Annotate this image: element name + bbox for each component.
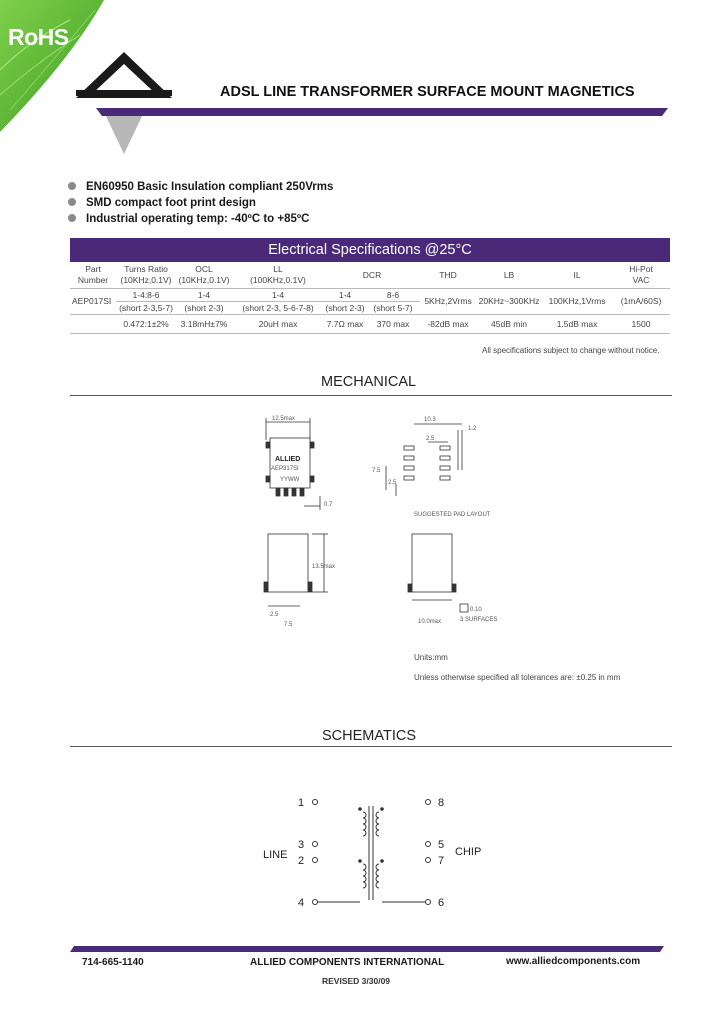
title-underline — [96, 108, 668, 116]
dim-pad-width: 10.3 — [424, 417, 436, 423]
table-cell: 0.472:1±2% — [116, 315, 176, 334]
column-header: IL — [542, 262, 612, 289]
part-number-cell: AEP017SI — [70, 289, 116, 315]
pin-label-7: 7 — [438, 855, 445, 867]
revised-date: REVISED 3/30/09 — [322, 976, 391, 986]
tolerance-note: Unless otherwise specified all tolerances are: ±0.25 in mm — [414, 673, 621, 682]
column-header: THD — [420, 262, 476, 289]
pin-label-2: 2 — [298, 855, 305, 867]
note-cell: (short 2-3) — [176, 302, 232, 315]
condition-cell: 100KHz,1Vrms — [542, 289, 612, 315]
dim-side-pitch: 2.5 — [270, 612, 279, 618]
table-header-row — [70, 262, 670, 289]
feature-list — [68, 179, 333, 227]
table-cell — [70, 315, 116, 334]
dim-pin-pitch: 0.7 — [324, 502, 333, 508]
pin-label-6: 6 — [438, 897, 445, 909]
feature-item: EN60950 Basic Insulation compliant 250Vrms — [68, 179, 333, 195]
part-marking: AEP317SI — [271, 466, 299, 472]
spec-banner: Electrical Specifications @25°C — [70, 238, 670, 262]
footer-company: ALLIED COMPONENTS INTERNATIONAL — [250, 957, 445, 968]
dim-pad-span: 7.5 — [372, 468, 381, 474]
mechanical-drawing — [200, 410, 500, 640]
rohs-label: RoHS — [8, 24, 69, 50]
table-cell: -82dB max — [420, 315, 476, 334]
mechanical-divider — [70, 395, 672, 396]
condition-cell: 1-4:8-6 — [116, 289, 176, 302]
condition-cell: 1-4 — [176, 289, 232, 302]
footer-bar — [70, 946, 664, 952]
side-view — [264, 534, 328, 606]
condition-cell: (1mA/60S) — [612, 289, 670, 315]
dim-side-height: 13.5max — [312, 564, 336, 570]
note-cell: (short 5-7) — [366, 302, 420, 315]
top-view — [266, 418, 320, 510]
table-cell: 3.18mH±7% — [176, 315, 232, 334]
pad-layout — [386, 424, 462, 496]
column-header: LB — [476, 262, 542, 289]
schematics-divider — [70, 746, 672, 747]
disclaimer: All specifications subject to change without notice. — [482, 346, 660, 355]
pin-label-3: 3 — [298, 839, 305, 851]
table-cell: 370 max — [366, 315, 420, 334]
bullet-icon — [68, 182, 76, 190]
condition-cell: 20KHz~300KHz — [476, 289, 542, 315]
company-logo-icon — [74, 50, 174, 160]
condition-cell: 8-6 — [366, 289, 420, 302]
date-code: YYWW — [280, 477, 300, 483]
condition-cell: 1-4 — [232, 289, 324, 302]
part-brand: ALLIED — [275, 456, 301, 463]
dim-coplanarity: 0.10 — [470, 607, 482, 613]
note-cell: (short 2-3,5-7) — [116, 302, 176, 315]
condition-cell: 5KHz,2Vrms — [420, 289, 476, 315]
schematics-title: SCHEMATICS — [322, 728, 416, 744]
feature-item: Industrial operating temp: -40ºC to +85ºC — [68, 211, 333, 227]
column-header: Turns Ratio (10KHz,0.1V) — [116, 262, 176, 289]
bullet-icon — [68, 214, 76, 222]
units-note: Units:mm — [414, 653, 448, 662]
dim-pad-gap: 2.5 — [426, 436, 435, 442]
pin-label-8: 8 — [438, 797, 445, 809]
pin-label-1: 1 — [298, 797, 305, 809]
bullet-icon — [68, 198, 76, 206]
pad-layout-caption: SUGGESTED PAD LAYOUT — [414, 512, 491, 518]
chip-label: CHIP — [455, 846, 482, 858]
surfaces-label: 3 SURFACES — [460, 617, 498, 623]
table-cell: 1.5dB max — [542, 315, 612, 334]
column-header: OCL (10KHz,0.1V) — [176, 262, 232, 289]
table-row — [70, 315, 670, 334]
dim-pad-pitch: 2.5 — [388, 480, 397, 486]
note-cell: (short 2-3, 5-6-7-8) — [232, 302, 324, 315]
note-cell: (short 2-3) — [325, 302, 365, 313]
feature-item: SMD compact foot print design — [68, 195, 333, 211]
column-header: LL (100KHz,0.1V) — [232, 262, 324, 289]
dim-bottom-width: 10.0max — [418, 619, 442, 625]
dim-pad-thick: 1.2 — [468, 426, 477, 432]
bottom-view — [408, 534, 468, 612]
column-header: Part Number — [70, 262, 116, 289]
dim-side-span: 7.5 — [284, 622, 293, 628]
column-header: Hi-Pot VAC — [612, 262, 670, 289]
table-cell: 20uH max — [232, 315, 324, 334]
pin-label-4: 4 — [298, 897, 305, 909]
mechanical-title: MECHANICAL — [321, 374, 417, 390]
footer-phone: 714-665-1140 — [82, 957, 144, 968]
table-cell: 45dB min — [476, 315, 542, 334]
condition-cell: 1-4 — [324, 289, 366, 302]
column-header: DCR — [324, 262, 420, 289]
table-cell: 1500 — [612, 315, 670, 334]
document-title: ADSL LINE TRANSFORMER SURFACE MOUNT MAGNETICS — [220, 84, 635, 100]
line-label: LINE — [263, 849, 288, 861]
pin-label-5: 5 — [438, 839, 445, 851]
table-cell: 7.7Ω max — [324, 315, 366, 334]
dim-top-width: 12.5max — [272, 416, 296, 422]
table-condition-row — [70, 289, 670, 302]
transformer-schematic — [250, 790, 500, 920]
spec-table — [70, 262, 670, 334]
footer-website[interactable]: www.alliedcomponents.com — [506, 956, 641, 967]
